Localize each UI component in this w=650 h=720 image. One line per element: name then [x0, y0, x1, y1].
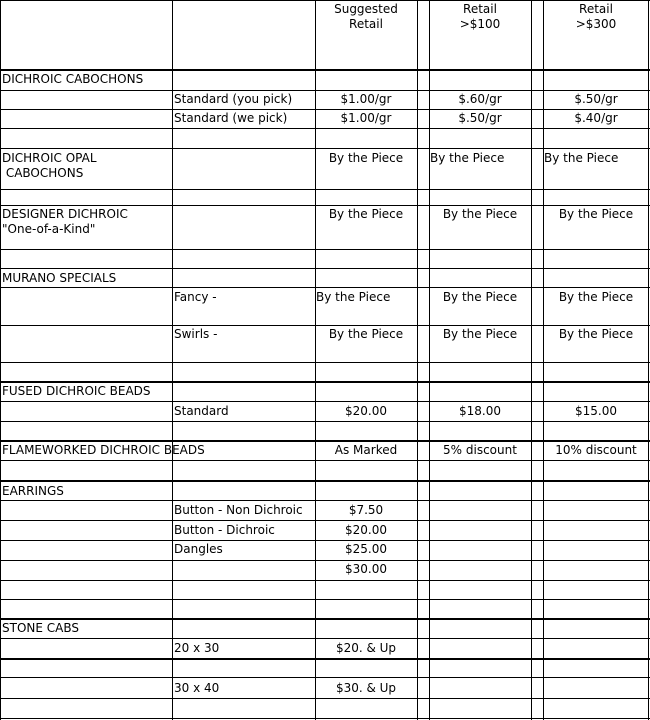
header-retail-300: Retail >$300 [575, 2, 617, 31]
item-label: Button - Non Dichroic [174, 503, 303, 517]
price-suggested: $20.00 [345, 523, 387, 537]
grid-line [0, 480, 650, 482]
section-title-murano-specials: MURANO SPECIALS [2, 271, 117, 285]
grid-line [0, 500, 650, 501]
price-retail-300: $.50/gr [574, 92, 618, 106]
grid-line [0, 189, 650, 190]
section-title-dichroic-cabochons: DICHROIC CABOCHONS [2, 72, 144, 86]
item-label: Dangles [174, 542, 223, 556]
header-suggested-retail: Suggested Retail [334, 2, 398, 31]
price-suggested: By the Piece [328, 151, 404, 165]
grid-line [0, 638, 650, 639]
price-retail-100: 5% discount [443, 443, 517, 457]
grid-line [0, 90, 650, 91]
price-retail-100: By the Piece [442, 290, 518, 304]
grid-line [429, 0, 430, 720]
price-retail-100: By the Piece [430, 151, 505, 165]
item-label: Standard (you pick) [174, 92, 293, 106]
grid-line [0, 658, 650, 660]
price-retail-300: $15.00 [575, 404, 617, 418]
price-retail-100: $.50/gr [458, 111, 502, 125]
grid-line [0, 560, 650, 561]
section-title-designer-dichroic: DESIGNER DICHROIC "One-of-a-Kind" [2, 207, 128, 236]
price-suggested: $1.00/gr [340, 111, 392, 125]
price-retail-300: $.40/gr [574, 111, 618, 125]
item-label: Standard (we pick) [174, 111, 288, 125]
price-suggested: By the Piece [316, 290, 391, 304]
grid-line [0, 618, 650, 620]
price-retail-100: $18.00 [459, 404, 501, 418]
grid-line [531, 0, 532, 720]
price-retail-100: $.60/gr [458, 92, 502, 106]
header-retail-100: Retail >$100 [459, 2, 501, 31]
grid-line [0, 381, 650, 383]
grid-line [0, 599, 650, 600]
section-title-fused-beads: FUSED DICHROIC BEADS [2, 384, 151, 398]
price-suggested: $30. & Up [335, 681, 397, 695]
grid-line [648, 0, 649, 720]
price-retail-300: By the Piece [558, 290, 634, 304]
price-suggested: $1.00/gr [340, 92, 392, 106]
price-suggested: By the Piece [328, 327, 404, 341]
grid-line [0, 401, 650, 402]
price-retail-100: By the Piece [442, 327, 518, 341]
price-retail-300: By the Piece [558, 327, 634, 341]
item-label: Button - Dichroic [174, 523, 275, 537]
price-retail-100: By the Piece [442, 207, 518, 221]
grid-line [0, 362, 650, 363]
grid-line [0, 69, 650, 71]
grid-line [315, 0, 316, 720]
item-label: Swirls - [174, 327, 218, 341]
price-suggested: As Marked [334, 443, 398, 457]
grid-line [0, 0, 650, 1]
item-label: 20 x 30 [174, 641, 220, 655]
item-label: Fancy - [174, 290, 217, 304]
price-suggested: By the Piece [328, 207, 404, 221]
grid-line [0, 128, 650, 129]
grid-line [543, 0, 544, 720]
price-retail-300: 10% discount [555, 443, 637, 457]
price-suggested: $7.50 [348, 503, 384, 517]
grid-line [0, 520, 650, 521]
grid-line [0, 205, 650, 206]
grid-line [0, 287, 650, 288]
section-title-earrings: EARRINGS [2, 484, 64, 498]
price-retail-300: By the Piece [544, 151, 619, 165]
grid-line [0, 148, 650, 149]
price-suggested: $25.00 [345, 542, 387, 556]
grid-line [0, 268, 650, 269]
grid-line [0, 677, 650, 678]
grid-line [0, 698, 650, 699]
section-title-dichroic-opal: DICHROIC OPAL CABOCHONS [2, 151, 97, 180]
grid-line [0, 421, 650, 422]
grid-line [0, 249, 650, 250]
grid-line [0, 718, 650, 719]
grid-line [0, 580, 650, 581]
price-retail-300: By the Piece [558, 207, 634, 221]
item-label: Standard [174, 404, 229, 418]
grid-line [172, 0, 173, 720]
grid-line [0, 440, 650, 442]
grid-line [0, 0, 1, 720]
price-suggested: $30.00 [345, 562, 387, 576]
grid-line [0, 460, 650, 461]
grid-line [0, 540, 650, 541]
section-title-flameworked-beads: FLAMEWORKED DICHROIC BEADS [2, 443, 205, 457]
grid-line [0, 325, 650, 326]
price-suggested: $20.00 [345, 404, 387, 418]
item-label: 30 x 40 [174, 681, 220, 695]
section-title-stone-cabs: STONE CABS [2, 621, 79, 635]
grid-line [417, 0, 418, 720]
price-suggested: $20. & Up [335, 641, 397, 655]
grid-line [0, 109, 650, 110]
